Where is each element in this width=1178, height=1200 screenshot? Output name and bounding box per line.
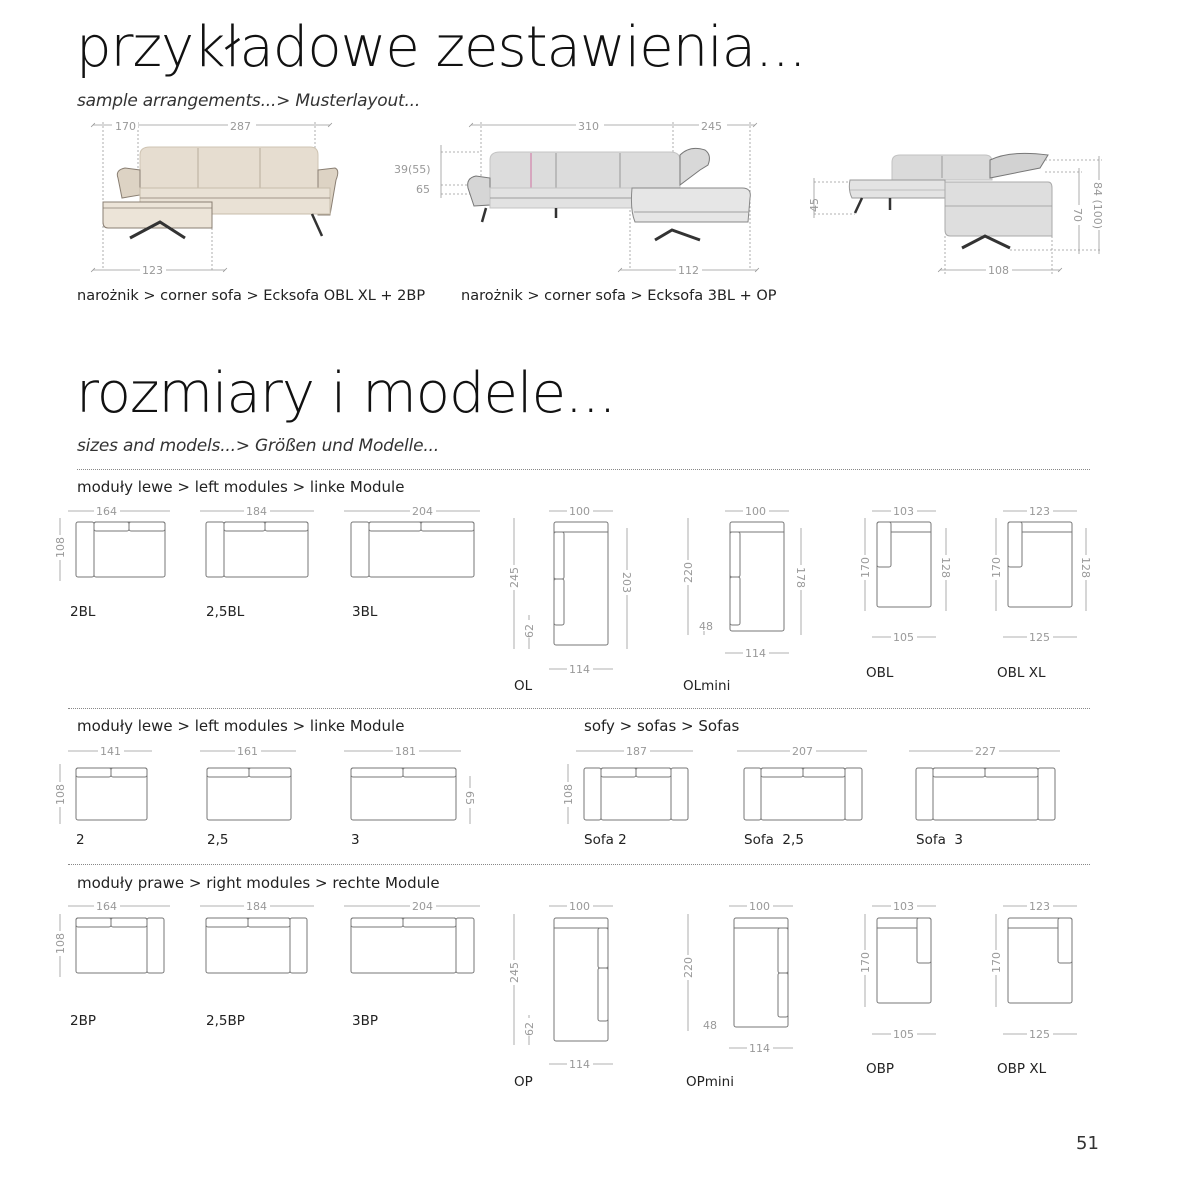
module-label: OBP XL xyxy=(997,1061,1047,1077)
dim-label: 108 xyxy=(562,784,575,805)
dim-label: 123 xyxy=(1029,505,1050,518)
arrangement-illustrations xyxy=(0,110,1178,285)
module-label: OP xyxy=(514,1074,533,1090)
dim-label: 141 xyxy=(100,745,121,758)
dim-label: 100 xyxy=(569,505,590,518)
dim-label: 100 xyxy=(745,505,766,518)
dim-label: 65 xyxy=(416,183,430,196)
dim-label: 170 xyxy=(990,952,1003,973)
divider xyxy=(77,469,1090,470)
arrangement-sofa-3 xyxy=(808,153,1105,277)
arrangement-sofa-2 xyxy=(394,120,757,277)
dim-label: 114 xyxy=(749,1042,770,1055)
dim-label: 103 xyxy=(893,505,914,518)
module-label: 3BL xyxy=(352,604,378,620)
dim-label: 220 xyxy=(682,957,695,978)
arrangement-caption-2: narożnik > corner sofa > Ecksofa 3BL + OP xyxy=(461,288,777,304)
module-label: 3BP xyxy=(352,1013,378,1029)
module-label: 2 xyxy=(76,832,85,848)
dim-label: 48 xyxy=(703,1019,717,1032)
dim-label: 108 xyxy=(54,537,67,558)
dim-label: 108 xyxy=(988,264,1009,277)
dim-label: 128 xyxy=(939,557,952,578)
module-label: OLmini xyxy=(683,678,731,694)
dim-label: 170 xyxy=(859,557,872,578)
arrangement-caption-1: narożnik > corner sofa > Ecksofa OBL XL + 2BP xyxy=(77,288,426,304)
dim-label: 48 xyxy=(699,620,713,633)
module-label: 2,5 xyxy=(207,832,229,848)
module-label: OBL xyxy=(866,665,894,681)
dim-label: 128 xyxy=(1079,557,1092,578)
dim-label: 125 xyxy=(1029,631,1050,644)
page-subtitle: sample arrangements...> Musterlayout... xyxy=(77,91,421,111)
dim-label: 103 xyxy=(893,900,914,913)
dim-label: 39(55) xyxy=(394,163,431,176)
dim-label: 114 xyxy=(569,663,590,676)
dim-label: 164 xyxy=(96,505,117,518)
module-label: OL xyxy=(514,678,533,694)
module-label: Sofa 2 xyxy=(584,832,627,848)
dim-label: 123 xyxy=(1029,900,1050,913)
dim-label: 170 xyxy=(990,557,1003,578)
module-label: 2,5BP xyxy=(206,1013,245,1029)
dim-label: 62 xyxy=(523,624,536,638)
dim-label: 310 xyxy=(578,120,599,133)
row2-diagrams xyxy=(0,740,1178,830)
dim-label: 204 xyxy=(412,505,433,518)
dim-label: 187 xyxy=(626,745,647,758)
dim-label: 245 xyxy=(508,962,521,983)
page-number: 51 xyxy=(1076,1133,1099,1154)
page-title: przykładowe zestawienia... xyxy=(76,15,806,80)
dim-label: 123 xyxy=(142,264,163,277)
module-label: Sofa 3 xyxy=(916,832,964,848)
sizes-subtitle: sizes and models...> Größen und Modelle... xyxy=(77,436,439,456)
dim-label: 220 xyxy=(682,562,695,583)
dim-label: 227 xyxy=(975,745,996,758)
dim-label: 105 xyxy=(893,631,914,644)
row1-heading: moduły lewe > left modules > linke Module xyxy=(77,478,405,496)
module-label: 2BP xyxy=(70,1013,96,1029)
dim-label: 114 xyxy=(745,647,766,660)
sizes-title: rozmiary i modele... xyxy=(76,361,616,426)
module-label: 2,5BL xyxy=(206,604,245,620)
dim-label: 108 xyxy=(54,784,67,805)
dim-label: 112 xyxy=(678,264,699,277)
dim-label: 108 xyxy=(54,933,67,954)
arrangement-sofa-1 xyxy=(93,120,338,277)
module-label: 3 xyxy=(351,832,360,848)
row3-heading: moduły prawe > right modules > rechte Module xyxy=(77,874,440,892)
dim-label: 181 xyxy=(395,745,416,758)
dim-label: 170 xyxy=(115,120,136,133)
dim-label: 45 xyxy=(808,198,821,212)
dim-label: 203 xyxy=(620,572,633,593)
dim-label: 245 xyxy=(508,567,521,588)
dim-label: 114 xyxy=(569,1058,590,1071)
dim-label: 178 xyxy=(794,567,807,588)
dim-label: 62 xyxy=(523,1022,536,1036)
dim-label: 70 xyxy=(1071,208,1084,222)
dim-label: 161 xyxy=(237,745,258,758)
dim-label: 184 xyxy=(246,900,267,913)
dim-label: 105 xyxy=(893,1028,914,1041)
dim-label: 245 xyxy=(701,120,722,133)
module-label: OBL XL xyxy=(997,665,1046,681)
divider xyxy=(68,708,1090,709)
dim-label: 207 xyxy=(792,745,813,758)
dim-label: 100 xyxy=(569,900,590,913)
row2-heading-left: moduły lewe > left modules > linke Module xyxy=(77,717,405,735)
module-label: Sofa 2,5 xyxy=(744,832,804,848)
module-label: OPmini xyxy=(686,1074,734,1090)
dim-label: 84 (100) xyxy=(1091,182,1104,230)
divider xyxy=(68,864,1090,865)
dim-label: 65 xyxy=(463,791,476,805)
row2-heading-right: sofy > sofas > Sofas xyxy=(584,717,740,735)
dim-label: 164 xyxy=(96,900,117,913)
module-label: 2BL xyxy=(70,604,96,620)
module-label: OBP xyxy=(866,1061,895,1077)
dim-label: 170 xyxy=(859,952,872,973)
dim-label: 287 xyxy=(230,120,251,133)
dim-label: 184 xyxy=(246,505,267,518)
dim-label: 100 xyxy=(749,900,770,913)
dim-label: 204 xyxy=(412,900,433,913)
dim-label: 125 xyxy=(1029,1028,1050,1041)
